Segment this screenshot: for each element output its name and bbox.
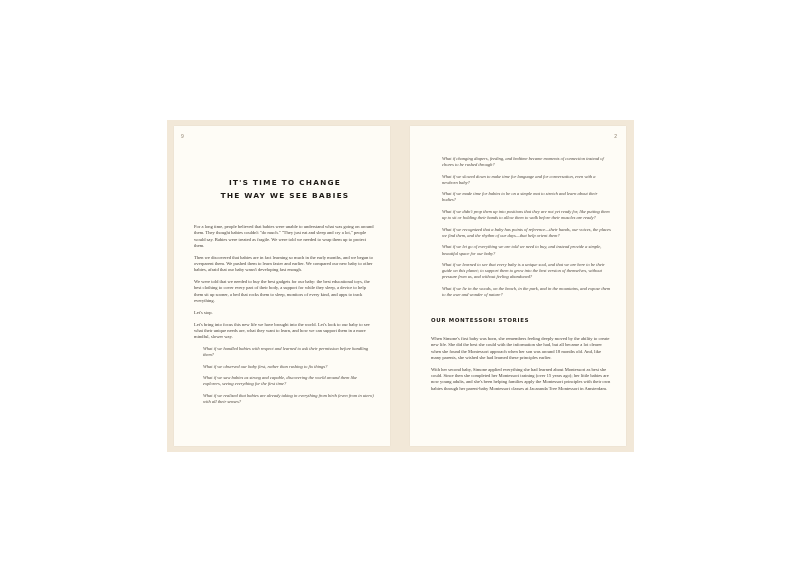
- italic-question: What if we made time for babies to be on a simple mat to stretch and learn about their bodies?: [442, 191, 598, 203]
- body-paragraph: When Simone's first baby was born, she remembers feeling deeply moved by the ability to create new life. She did the best she could with the information she had, but all became a lot clearer when she found the Montessori approach when her son was around 18 months old. And, like many parents, she wished she had learned these principles earlier.: [431, 336, 610, 360]
- body-paragraph: For a long time, people believed that babies were unable to understand what was going on around them. They thought babies couldn't "do much." "They just eat and sleep and cry a lot," people would say. Babies were treated as fragile. We were told we needed to wrap them up to protect them.: [194, 224, 374, 248]
- italic-question: What if changing diapers, feeding, and bedtime became moments of connection instead of chores to be rushed through?: [442, 156, 604, 168]
- section-subheading: OUR MONTESSORI STORIES: [431, 318, 530, 325]
- left-page-content: [194, 176, 376, 411]
- book-spread: [167, 120, 634, 452]
- heading-line: IT'S TIME TO CHANGE: [228, 178, 342, 187]
- italic-question: What if we observed our baby first, rather than rushing to fix things?: [203, 363, 328, 369]
- body-paragraph: We were told that we needed to buy the best gadgets for our baby: the best educational toys, the best clothing to cover every part of their body, a support for while they sleep, a device to help them sit up sooner, a bed that rocks them to sleep, monitors of every kind, and apps to track everything.: [194, 279, 370, 303]
- italic-question: What if we recognized that a baby has points of reference—their hands, our voices, the places we find them, and the rhythm of our days—that help orient them?: [442, 226, 611, 238]
- italic-question: What if we realized that babies are already taking in everything from birth (even from in utero) with all their senses?: [203, 392, 374, 405]
- italic-question: What if we lie in the woods, on the beach, in the park, and in the mountains, and expose them to the awe and wonder of nature?: [442, 285, 611, 297]
- chapter-heading: [194, 176, 376, 202]
- right-page-content: [431, 156, 612, 397]
- page-number: 2: [614, 134, 617, 140]
- right-page: [410, 126, 626, 446]
- heading-line: THE WAY WE SEE BABIES: [220, 191, 350, 200]
- italic-question: What if we slowed down to make time for language and for conversation, even with a newborn baby?: [442, 173, 596, 185]
- body-paragraph: With her second baby, Simone applied everything she had learned about Montessori as best she could. Since then she completed her Montessori training (over 15 years ago); her little babies are now young adults, and she's been helping families apply the Montessori principles with their own babies through her parent-baby Montessori classes at Jacaranda Tree Montessori in Amsterdam.: [431, 366, 611, 391]
- italic-question: What if we saw babies as strong and capable, discovering the world around them like explorers, seeing everything for the first time?: [203, 375, 358, 387]
- body-paragraph: Then we discovered that babies are in fact learning so much in the early months, and we began to overparent them. We pushed them to learn faster and earlier. We compared our new baby to other babies, afraid that our baby wasn't developing fast enough.: [194, 254, 373, 273]
- italic-question: What if we learned to see that every baby is a unique soul, and that we are here to be their guide on this planet; to support them to grow into the best version of themselves, without pressure from us, and without feeling abandoned?: [442, 262, 605, 280]
- left-page: [174, 126, 390, 446]
- body-paragraph: Let's stop.: [194, 309, 213, 315]
- italic-question: What if we didn't prop them up into positions that they are not yet ready for, like putting them up to sit or holding their hands to allow them to walk before their muscles are ready?: [442, 209, 610, 221]
- italic-question: What if we handled babies with respect and learned to ask their permission before handling them?: [203, 345, 369, 358]
- page-number: 9: [181, 134, 184, 140]
- body-paragraph: Let's bring into focus this new life we have brought into the world. Let's look to our baby to see what their unique needs are, what they want to learn, and how we can support them in a more mindful, slower way.: [194, 321, 370, 340]
- italic-question: What if we let go of everything we are told we need to buy, and instead provide a simple, beautiful space for our baby?: [442, 244, 602, 256]
